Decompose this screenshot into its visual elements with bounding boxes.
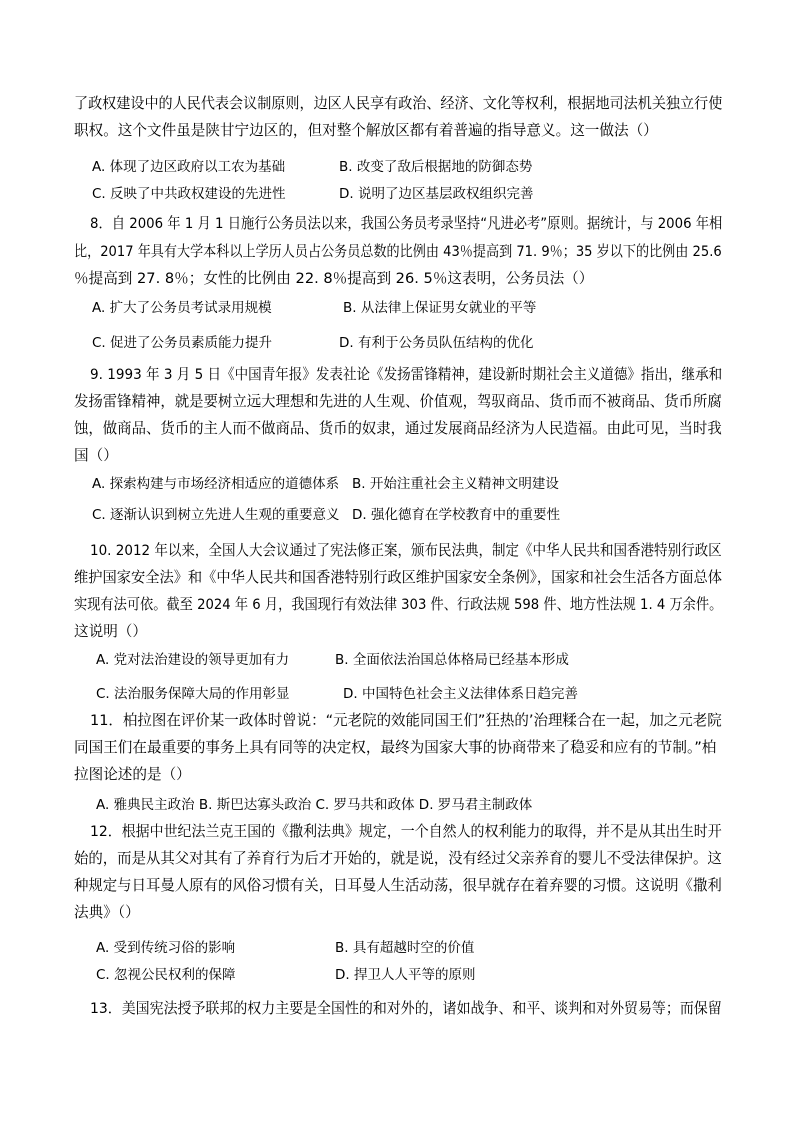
question-12-stem-line: 法典》（） [74,904,140,921]
question-10-stem-line: 10. 2012 年以来，全国人大会议通过了宪法修正案，颁布民法典，制定《中华人民共和国香港特别行政区 [90,542,722,559]
question-11-stem-line: 同国王们在最重要的事务上具有同等的决定权，最终为国家大事的协商带来了稳妥和应有的节制。”柏 [74,739,717,756]
question-10-option-b[interactable]: B. 全面依法治国总体格局已经基本形成 [335,652,569,668]
question-11-stem-line: 拉图论述的是（） [74,766,191,783]
question-7-stem-line: 了政权建设中的人民代表会议制原则，边区人民享有政治、经济、文化等权利，根据地司法机关独立行使 [74,95,723,112]
question-8-stem-line: 8．自 2006 年 1 月 1 日施行公务员法以来，我国公务员考录坚持“凡进必考”原则。据统计，与 2006 年相 [90,215,723,232]
question-11-stem-line: 11．柏拉图在评价某一政体时曾说：“元老院的效能同国王们”狂热的’治理糅合在一起，加之元老院 [90,712,722,729]
question-9-stem-line: 发扬雷锋精神，就是要树立远大理想和先进的人生观、价值观，驾驭商品、货币而不被商品、货币所腐 [74,393,722,410]
question-9-option-b[interactable]: B. 开始注重社会主义精神文明建设 [352,476,559,492]
question-7-stem-line: 职权。这个文件虽是陕甘宁边区的，但对整个解放区都有着普遍的指导意义。这一做法（） [74,122,658,139]
question-8-stem-line: ％提高到 27. 8％；女性的比例由 22. 8％提高到 26. 5％这表明，公务员法（） [74,270,594,287]
question-12-stem-line: 始的，而是从其父对其有了养育行为后才开始的，就是说，没有经过父亲养育的婴儿不受法律保护。这 [74,850,722,867]
question-10-option-a[interactable]: A. 党对法治建设的领导更加有力 [96,652,290,668]
question-12-option-a[interactable]: A. 受到传统习俗的影响 [96,940,236,956]
question-12-option-c[interactable]: C. 忽视公民权利的保障 [96,967,236,983]
question-7-option-c[interactable]: C. 反映了中共政权建设的先进性 [92,186,286,202]
question-9-option-a[interactable]: A. 探索构建与市场经济相适应的道德体系 [92,476,340,492]
question-10-stem-line: 这说明（） [74,623,147,640]
question-8-stem-line: 比，2017 年具有大学本科以上学历人员占公务员总数的比例由 43％提高到 71. 9％；35 岁以下的比例由 25.6 [74,243,722,260]
question-10-stem-line: 维护国家安全法》和《中华人民共和国香港特别行政区维护国家安全条例》，国家和社会生活各方面总体 [74,569,723,586]
question-10-option-c[interactable]: C. 法治服务保障大局的作用彰显 [96,686,290,702]
question-12-stem-line: 12．根据中世纪法兰克王国的《撒利法典》规定，一个自然人的权利能力的取得，并不是从其出生时开 [90,823,722,840]
question-12-option-b[interactable]: B. 具有超越时空的价值 [335,940,475,956]
question-11-options[interactable]: A. 雅典民主政治 B. 斯巴达寡头政治 C. 罗马共和政体 D. 罗马君主制政体 [96,797,533,813]
question-7-option-d[interactable]: D. 说明了边区基层政权组织完善 [339,186,534,202]
question-8-option-d[interactable]: D. 有利于公务员队伍结构的优化 [339,335,534,351]
question-8-option-b[interactable]: B. 从法律上保证男女就业的平等 [343,300,537,316]
question-9-option-d[interactable]: D. 强化德育在学校教育中的重要性 [352,507,560,523]
question-9-stem-line: 国（） [74,447,118,464]
question-12-stem-line: 种规定与日耳曼人原有的风俗习惯有关，日耳曼人生活动荡，很早就存在着弃婴的习惯。这说明《撒利 [74,877,722,894]
question-9-stem-line: 9. 1993 年 3 月 5 日《中国青年报》发表社论《发扬雷锋精神，建设新时期社会主义道德》指出，继承和 [90,366,723,383]
question-10-option-d[interactable]: D. 中国特色社会主义法律体系日趋完善 [343,686,578,702]
question-9-stem-line: 蚀，做商品、货币的主人而不做商品、货币的奴隶，通过发展商品经济为人民造福。由此可见，当时我 [74,420,722,437]
question-12-option-d[interactable]: D. 捍卫人人平等的原则 [335,967,476,983]
question-13-stem-line: 13．美国宪法授予联邦的权力主要是全国性的和对外的，诸如战争、和平、谈判和对外贸易等；而保留 [90,1000,722,1017]
question-8-option-c[interactable]: C. 促进了公务员素质能力提升 [92,335,273,351]
question-7-option-b[interactable]: B. 改变了敌后根据地的防御态势 [339,159,533,175]
question-9-option-c[interactable]: C. 逐渐认识到树立先进人生观的重要意义 [92,507,340,523]
question-8-option-a[interactable]: A. 扩大了公务员考试录用规模 [92,300,272,316]
question-7-option-a[interactable]: A. 体现了边区政府以工农为基础 [92,159,286,175]
question-10-stem-line: 实现有法可依。截至 2024 年 6 月，我国现行有效法律 303 件、行政法规 598 件、地方性法规 1. 4 万余件。 [74,596,723,613]
